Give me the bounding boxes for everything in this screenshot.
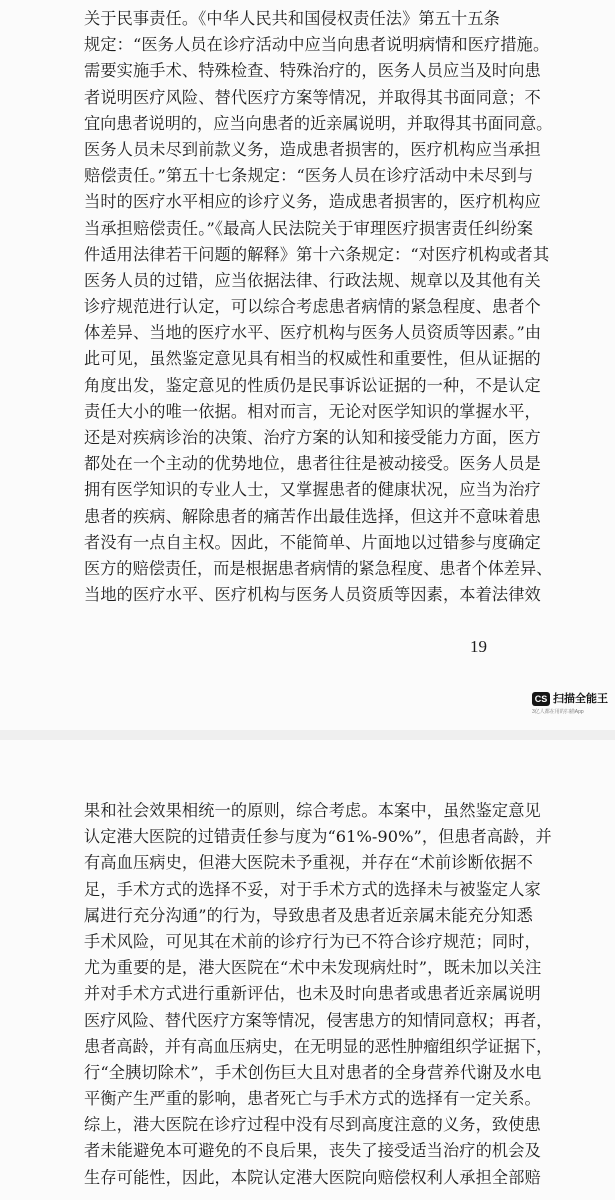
text-line: 者未能避免本可避免的不良后果，丧失了接受适当治疗的机会及 — [84, 1141, 541, 1161]
text-line: 认定港大医院的过错责任参与度为“61%-90%”，但患者高龄，并 — [84, 827, 552, 847]
text-line: 医务人员未尽到前款义务，造成患者损害的，医疗机构应当承担 — [84, 139, 541, 159]
text-line: 者没有一点自主权。因此，不能简单、片面地以过错参与度确定 — [84, 532, 541, 552]
text-line: 医务人员的过错，应当依据法律、行政法规、规章以及其他有关 — [84, 270, 541, 290]
text-line: 属进行充分沟通”的行为，导致患者及患者近亲属未能充分知悉 — [84, 905, 533, 925]
text-line: 规定：“医务人员在诊疗活动中应当向患者说明病情和医疗措施。 — [84, 35, 550, 55]
page-20-body-text — [84, 798, 554, 1191]
text-line: 并对手术方式进行重新评估，也未及时向患者或患者近亲属说明 — [84, 984, 541, 1004]
text-line: 者说明医疗风险、替代医疗方案等情况，并取得其书面同意；不 — [84, 87, 541, 107]
text-line: 足，手术方式的选择不妥，对于手术方式的选择未与被鉴定人家 — [84, 879, 541, 899]
text-line: 需要实施手术、特殊检查、特殊治疗的，医务人员应当及时向患 — [84, 61, 541, 81]
text-line: 果和社会效果相统一的原则，综合考虑。本案中，虽然鉴定意见 — [84, 801, 541, 820]
text-line: 诊疗规范进行认定，可以综合考虑患者病情的紧急程度、患者个 — [84, 297, 541, 317]
text-line: 患者的疾病、解除患者的痛苦作出最佳选择，但这并不意味着患 — [84, 506, 541, 526]
text-line: 有高血压病史，但港大医院未予重视，并存在“术前诊断依据不 — [84, 853, 533, 873]
watermark-tagline: 3亿人都在用的扫描App — [532, 709, 584, 715]
text-line: 此可见，虽然鉴定意见具有相当的权威性和重要性，但从证据的 — [84, 349, 541, 369]
text-line: 关于民事责任。《中华人民共和国侵权责任法》第五十五条 — [84, 9, 500, 28]
text-line: 尤为重要的是，港大医院在“术中未发现病灶时”，既未加以关注 — [84, 958, 542, 978]
text-line: 角度出发，鉴定意见的性质仍是民事诉讼证据的一种，不是认定 — [84, 375, 541, 395]
text-line: 件适用法律若干问题的解释》第十六条规定：“对医疗机构或者其 — [84, 244, 550, 264]
text-line: 行“全胰切除术”，手术创伤巨大且对患者的全身营养代谢及水电 — [84, 1062, 542, 1082]
text-line: 宜向患者说明的，应当向患者的近亲属说明，并取得其书面同意。 — [84, 113, 553, 133]
page-divider — [0, 730, 615, 740]
text-line: 手术风险，可见其在术前的诊疗行为已不符合诊疗规范；同时， — [84, 931, 541, 951]
text-line: 平衡产生严重的影响，患者死亡与手术方式的选择有一定关系。 — [84, 1089, 541, 1109]
scanned-page-20 — [0, 740, 615, 1200]
text-line: 体差异、当地的医疗水平、医疗机构与医务人员资质等因素。”由 — [84, 323, 542, 343]
text-line: 医方的赔偿责任，而是根据患者病情的紧急程度、患者个体差异、 — [84, 558, 553, 578]
text-line: 赔偿责任。”第五十七条规定：“医务人员在诊疗活动中未尽到与 — [84, 166, 534, 186]
scanner-watermark — [532, 690, 615, 720]
watermark-app-name: 扫描全能王 — [553, 693, 608, 705]
text-line: 综上，港大医院在诊疗过程中没有尽到高度注意的义务，致使患 — [84, 1115, 541, 1135]
text-line: 生存可能性，因此，本院认定港大医院向赔偿权利人承担全部赔 — [84, 1167, 541, 1187]
page-number: 19 — [470, 637, 487, 656]
page-19-body-text — [84, 6, 554, 608]
camscanner-logo-icon: CS — [532, 692, 550, 706]
text-line: 当时的医疗水平相应的诊疗义务，造成患者损害的，医疗机构应 — [84, 192, 541, 212]
text-line: 当承担赔偿责任。”《最高人民法院关于审理医疗损害责任纠纷案 — [84, 218, 534, 238]
text-line: 都处在一个主动的优势地位，患者往往是被动接受。医务人员是 — [84, 454, 541, 474]
text-line: 患者高龄，并有高血压病史，在无明显的恶性肿瘤组织学证据下， — [84, 1036, 553, 1056]
text-line: 还是对疾病诊治的决策、治疗方案的认知和接受能力方面，医方 — [84, 428, 541, 447]
text-line: 拥有医学知识的专业人士，又掌握患者的健康状况，应当为治疗 — [84, 480, 541, 500]
text-line: 医疗风险、替代医疗方案等情况，侵害患方的知情同意权；再者， — [84, 1010, 553, 1030]
text-line: 责任大小的唯一依据。相对而言，无论对医学知识的掌握水平， — [84, 401, 541, 421]
text-line: 当地的医疗水平、医疗机构与医务人员资质等因素，本着法律效 — [84, 585, 541, 605]
